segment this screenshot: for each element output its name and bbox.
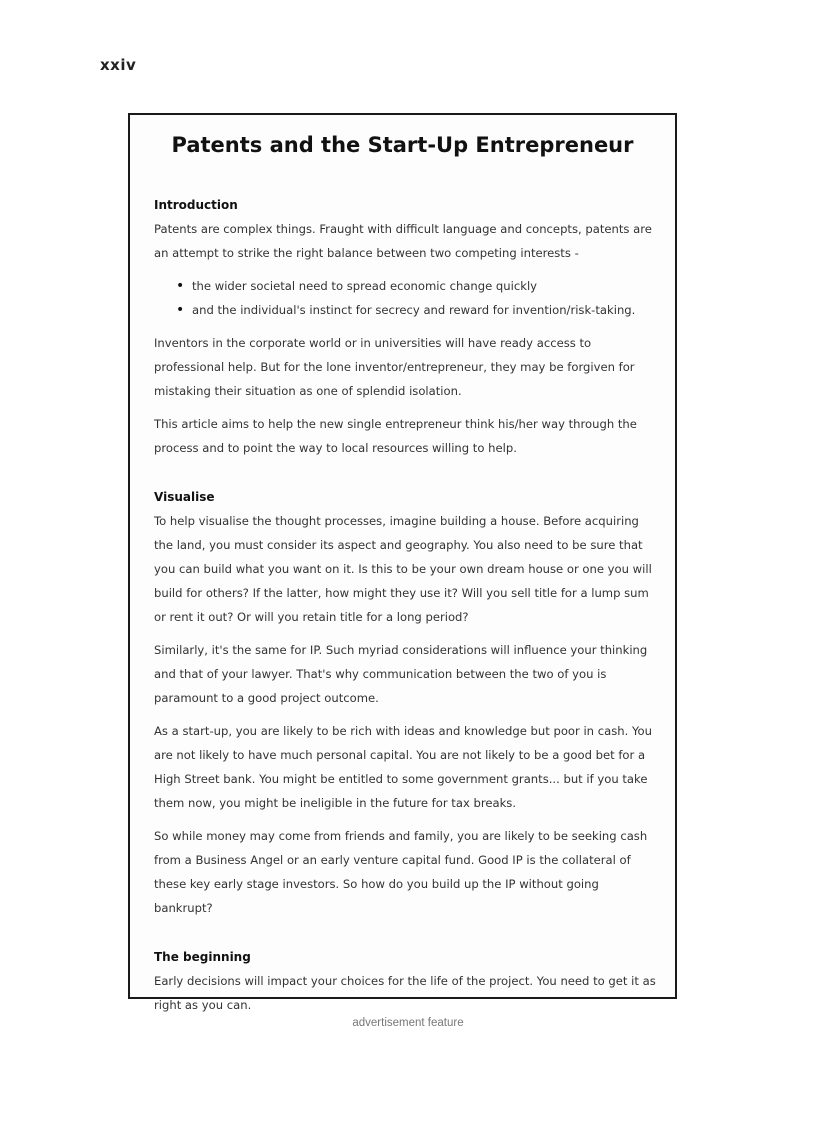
paragraph: Patents are complex things. Fraught with difficult language and concepts, patents are an attempt to strike the right balance between two competing interests - — [154, 222, 652, 260]
section-heading-visualise: Visualise — [154, 490, 215, 504]
list-item — [176, 298, 661, 322]
paragraph: Similarly, it's the same for IP. Such myriad considerations will influence your thinking and that of your lawyer. That's why communication between the two of you is paramount to a good project outcome. — [154, 643, 648, 705]
footer-label: advertisement feature — [352, 1017, 464, 1029]
bullet-icon: • — [176, 302, 185, 318]
section-heading-beginning: The beginning — [154, 950, 251, 964]
bullet-icon: • — [176, 278, 185, 294]
bullet-list — [154, 274, 661, 322]
paragraph: So while money may come from friends and family, you are likely to be seeking cash from a Business Angel or an early venture capital fund. Good IP is the collateral of these key early stage investors. So how do you build up the IP without going bankrupt? — [154, 829, 648, 915]
paragraph: This article aims to help the new single entrepreneur think his/her way through the process and to point the way to local resources willing to help. — [154, 417, 637, 455]
article-body — [154, 193, 661, 1026]
article-title: Patents and the Start-Up Entrepreneur — [171, 133, 634, 157]
paragraph: To help visualise the thought processes, imagine building a house. Before acquiring the land, you must consider its aspect and geography. You also need to be sure that you can build what you want on it. Is this to be your own dream house or one you will build for others? If the latter, how might they use it? Will you sell title for a lump sum or rent it out? Or will you retain title for a long period? — [154, 514, 652, 624]
list-item-text: the wider societal need to spread economic change quickly — [192, 279, 538, 293]
section-heading-introduction: Introduction — [154, 198, 238, 212]
paragraph: Inventors in the corporate world or in universities will have ready access to professional help. But for the lone inventor/entrepreneur, they may be forgiven for mistaking their situation as one of splendid isolation. — [154, 336, 635, 398]
paragraph: Early decisions will impact your choices for the life of the project. You need to get it as right as you can. — [154, 974, 656, 1012]
list-item-text: and the individual's instinct for secrecy and reward for invention/risk-taking. — [192, 303, 636, 317]
list-item — [176, 274, 661, 298]
page-number: xxiv — [100, 56, 137, 74]
paragraph: As a start-up, you are likely to be rich with ideas and knowledge but poor in cash. You are not likely to have much personal capital. You are not likely to be a good bet for a High Street bank. You might be entitled to some government grants... but if you take them now, you might be ineligible in the future for tax breaks. — [154, 724, 652, 810]
article-box — [128, 113, 677, 1012]
